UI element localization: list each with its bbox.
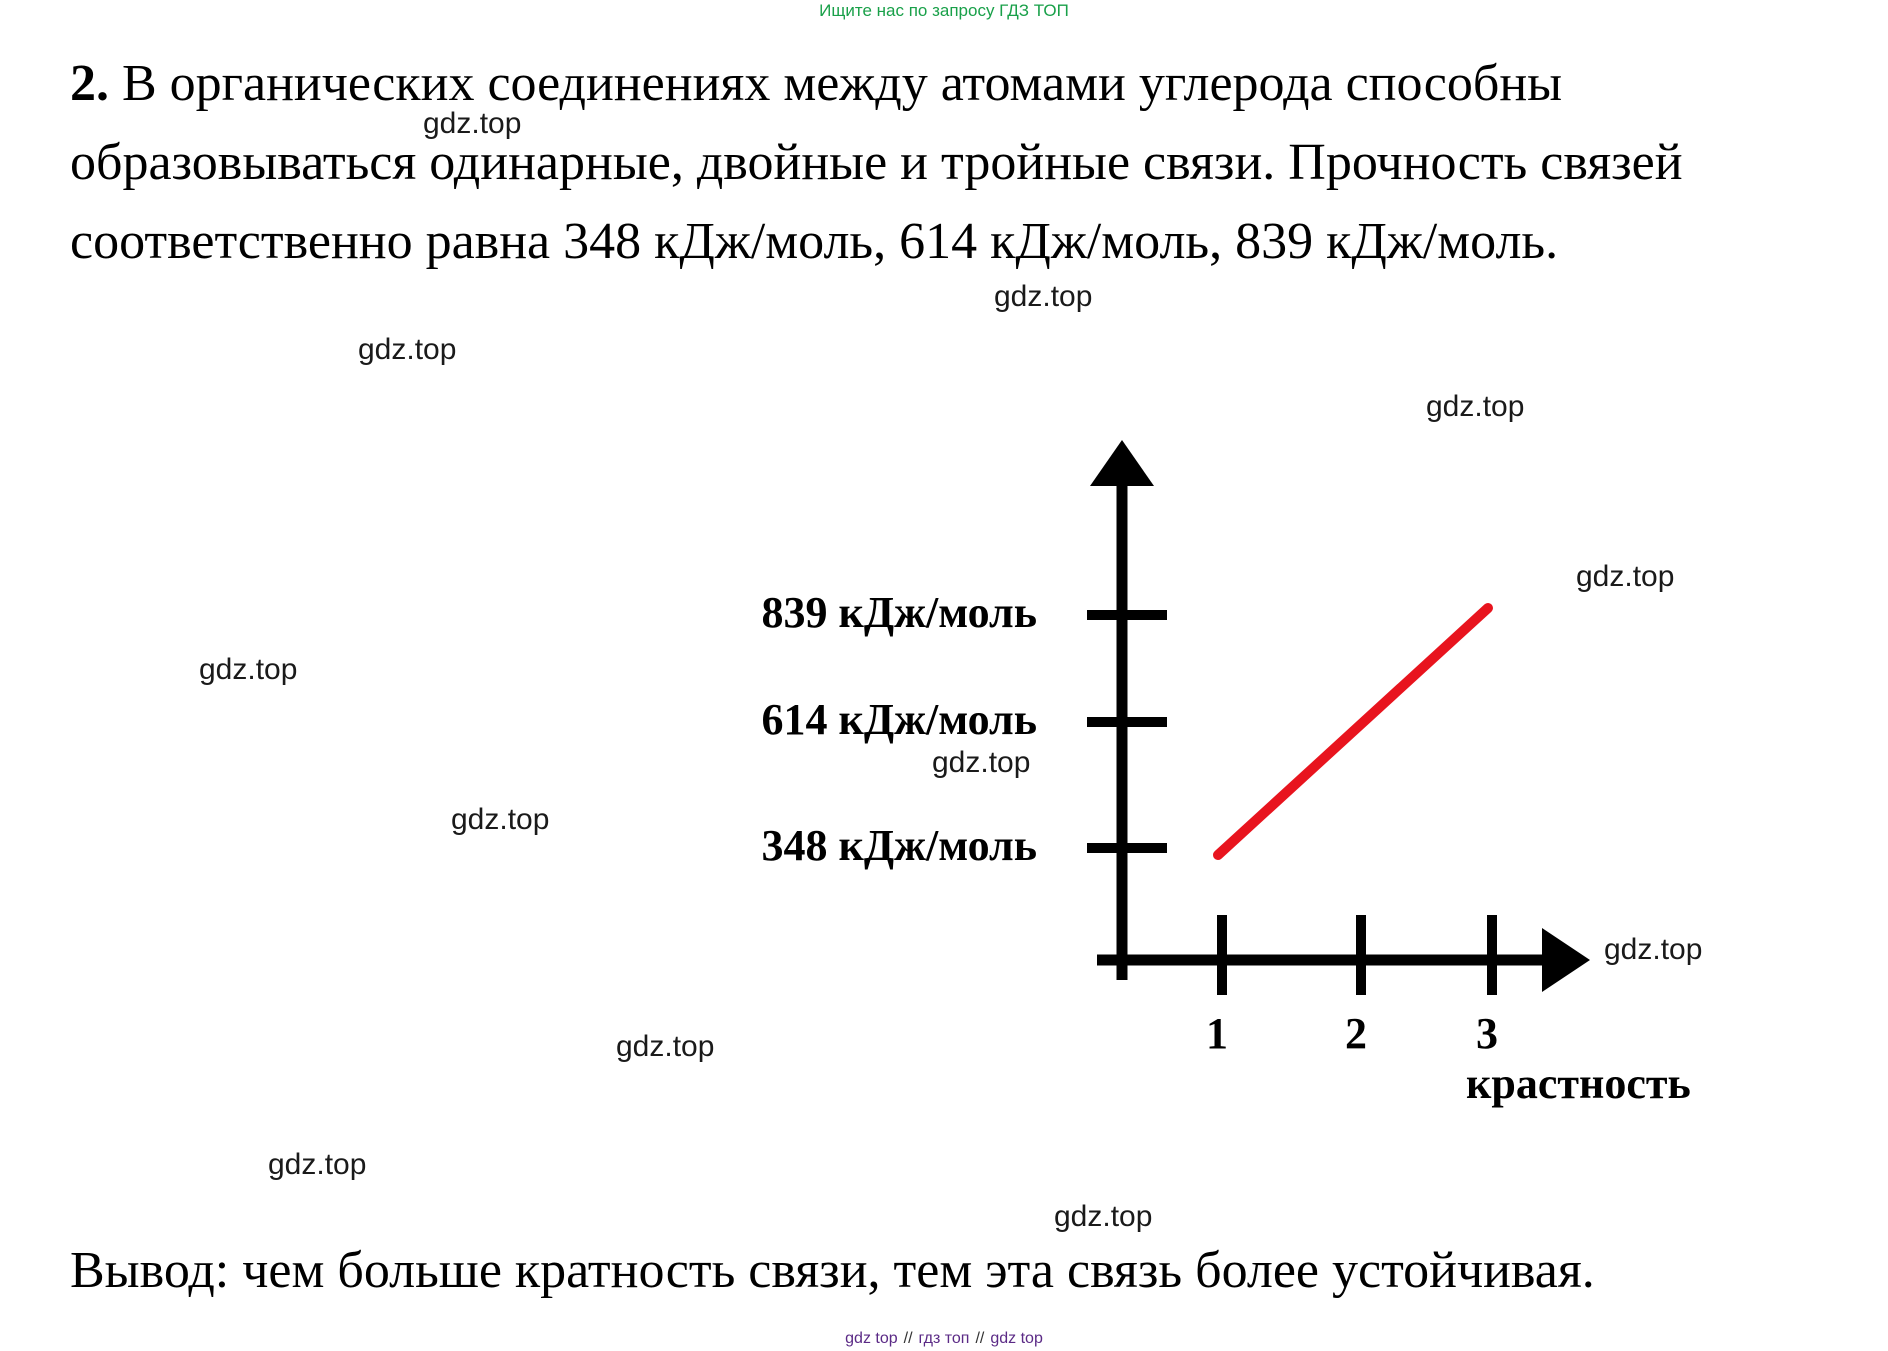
y-axis-arrow	[1090, 440, 1154, 486]
problem-number: 2.	[70, 55, 109, 112]
footer-links: gdz top // гдз топ // gdz top	[845, 1330, 1043, 1347]
footer-link[interactable]: gdz top	[845, 1330, 898, 1347]
watermark: gdz.top	[423, 107, 522, 140]
watermark: gdz.top	[1604, 933, 1703, 966]
watermark: gdz.top	[268, 1148, 367, 1181]
x-ticks	[1206, 915, 1498, 1058]
watermark: gdz.top	[932, 746, 1031, 779]
y-tick-label: 614 кДж/моль	[761, 695, 1037, 744]
watermark: gdz.top	[1576, 560, 1675, 593]
footer-link[interactable]: гдз топ	[918, 1330, 970, 1347]
problem-text: В органических соединениях между атомами углерода способны образовываться одинарные, двойные и тройные связи. Прочность связей соответственно равна 348 кДж/моль, 614 кДж/моль, 839 кДж/моль.	[70, 55, 1683, 270]
footer-link[interactable]: gdz top	[990, 1330, 1043, 1347]
watermark: gdz.top	[994, 280, 1093, 313]
x-axis-label: крастность	[1466, 1059, 1691, 1108]
x-tick-label: 3	[1476, 1009, 1498, 1058]
chart-series	[1215, 605, 1491, 858]
watermark: gdz.top	[358, 333, 457, 366]
series-line	[1218, 608, 1488, 855]
x-tick-label: 1	[1206, 1009, 1228, 1058]
chart-axes	[1090, 440, 1590, 992]
y-tick-label: 839 кДж/моль	[761, 588, 1037, 637]
watermark: gdz.top	[451, 803, 550, 836]
y-ticks	[761, 588, 1167, 870]
watermark: gdz.top	[199, 653, 298, 686]
x-axis-arrow	[1542, 928, 1590, 992]
conclusion-text: Вывод: чем больше кратность связи, тем эта связь более устойчивая.	[70, 1242, 1595, 1299]
data-point	[1485, 605, 1491, 611]
watermark: gdz.top	[1054, 1200, 1153, 1233]
x-tick-label: 2	[1345, 1009, 1367, 1058]
watermark: gdz.top	[1426, 390, 1525, 423]
data-point	[1215, 852, 1221, 858]
top-banner[interactable]: Ищите нас по запросу ГДЗ ТОП	[819, 1, 1069, 20]
watermark: gdz.top	[616, 1030, 715, 1063]
y-tick-label: 348 кДж/моль	[761, 821, 1037, 870]
